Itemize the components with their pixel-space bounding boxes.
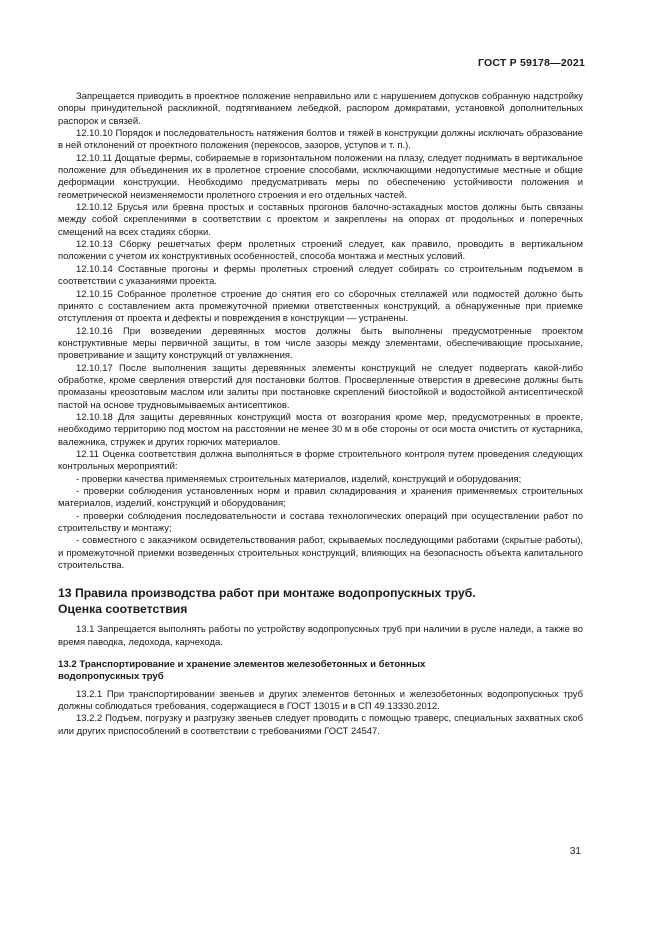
- list-item: - совместного с заказчиком освидетельствования работ, скрываемых последующими работами (скрытые работы), и промежуточной приемки возведенных строительных конструкций, влияющих на безопасность объекта капитального строительства.: [58, 535, 583, 572]
- paragraph-13-1: 13.1 Запрещается выполнять работы по устройству водопропускных труб при наличии в русле наледи, а также во время паводка, ледохода, карчехода.: [58, 624, 583, 648]
- paragraph-12-10-10: 12.10.10 Порядок и последовательность натяжения болтов и тяжей в конструкции должны исключать образование в ней отклонений от проектного положения (перекосов, зазоров, уступов и т. п.).: [58, 128, 583, 152]
- list-item: - проверки соблюдения установленных норм и правил складирования и хранения применяемых строительных материалов, изделий, конструкций и оборудования;: [58, 486, 583, 510]
- paragraph-12-10-17: 12.10.17 После выполнения защиты деревянных элементы конструкций не следует подвергать какой-либо обработке, кроме сверления отверстий для постановки болтов. Просверленные отверстия в древесине должны быть промазаны креозотовым маслом или залиты при постановке скреплений биостойкой и водостойкой антисептической пастой на основе трудновымываемых антисептиков.: [58, 362, 583, 411]
- subsection-13-2-heading-line1: 13.2 Транспортирование и хранение элементов железобетонных и бетонных: [58, 659, 426, 671]
- paragraph-12-10-12: 12.10.12 Брусья или бревна простых и составных прогонов балочно-эстакадных мостов должны быть связаны между собой скреплениями в соответствии с проектом и закреплены на опорах от продольных и поперечных смещений на всех стадиях сборки.: [58, 202, 583, 238]
- standard-designation: ГОСТ Р 59178—2021: [477, 57, 585, 69]
- paragraph-12-10-15: 12.10.15 Собранное пролетное строение до снятия его со сборочных стеллажей или подмостей должно быть принято с составлением акта промежуточной приемки ответственных конструкций, а обнаруженные при приемке отступления от проекта и дефекты и повреждения в конструкции — устранены.: [58, 288, 583, 325]
- paragraph: Запрещается приводить в проектное положение неправильно или с нарушением допусков собранную надстройку опоры принудительной раскликной, подтягиванием лебедкой, распором домкратами, установкой дополнительных распорок и связей.: [58, 91, 583, 127]
- paragraph-12-10-18: 12.10.18 Для защиты деревянных конструкций моста от возгорания кроме мер, предусмотренных в проекте, необходимо территорию под мостом на расстоянии не менее 30 м в обе стороны от оси моста очистить от кустарника, валежника, стружек и других горючих материалов.: [58, 411, 583, 448]
- paragraph-12-10-13: 12.10.13 Сборку решетчатых ферм пролетных строений следует, как правило, проводить в вертикальном положении с учетом их конструктивных особенностей, способа монтажа и местных условий.: [58, 239, 583, 263]
- document-body: [58, 91, 583, 738]
- subsection-13-2-heading: [58, 659, 583, 684]
- paragraph-12-10-11: 12.10.11 Дощатые фермы, собираемые в горизонтальном положении на плазу, следует поднимать в вертикальное положение для объединения их в пролетное строение способами, исключающими недопустимые местные и общие деформации конструкции. Необходимо предусматривать меры по обеспечению устойчивости положения и геометрической неизменяемости пролетного строения и его отдельных частей.: [58, 152, 583, 201]
- list-item: - проверки качества применяемых строительных материалов, изделий, конструкций и оборудования;: [76, 473, 522, 485]
- section-13-heading-line1: 13 Правила производства работ при монтаже водопропускных труб.: [58, 586, 476, 601]
- paragraph-13-2-2: 13.2.2 Подъем, погрузку и разгрузку звеньев следует проводить с помощью траверс, специальных захватных скоб или других приспособлений в соответствии с требованиями ГОСТ 24547.: [58, 713, 583, 737]
- paragraph-13-2-1: 13.2.1 При транспортировании звеньев и других элементов бетонных и железобетонных водопропускных труб должны соблюдаться требования, содержащиеся в ГОСТ 13015 и в СП 49.13330.2012.: [58, 688, 583, 713]
- page-number: 31: [569, 846, 581, 857]
- list-item: - проверки соблюдения последовательности и состава технологических операций при осуществлении работ по строительству и монтажу;: [58, 510, 583, 535]
- section-13-heading: [58, 585, 583, 617]
- section-13-heading-line2: Оценка соответствия: [58, 602, 188, 617]
- paragraph-12-10-16: 12.10.16 При возведении деревянных мостов должны быть выполнены предусмотренные проектом конструктивные меры первичной защиты, в том числе зазоры между элементами, обеспечивающие просыхание, проветривание и защиту конструкций от увлажнения.: [58, 325, 583, 362]
- paragraph-12-10-14: 12.10.14 Составные прогоны и фермы пролетных строений следует собирать со строительным подъемом в соответствии с указаниями проекта.: [58, 263, 583, 288]
- paragraph-12-11: 12.11 Оценка соответствия должна выполняться в форме строительного контроля путем проведения следующих контрольных мероприятий:: [58, 448, 583, 473]
- subsection-13-2-heading-line2: водопропускных труб: [58, 671, 164, 683]
